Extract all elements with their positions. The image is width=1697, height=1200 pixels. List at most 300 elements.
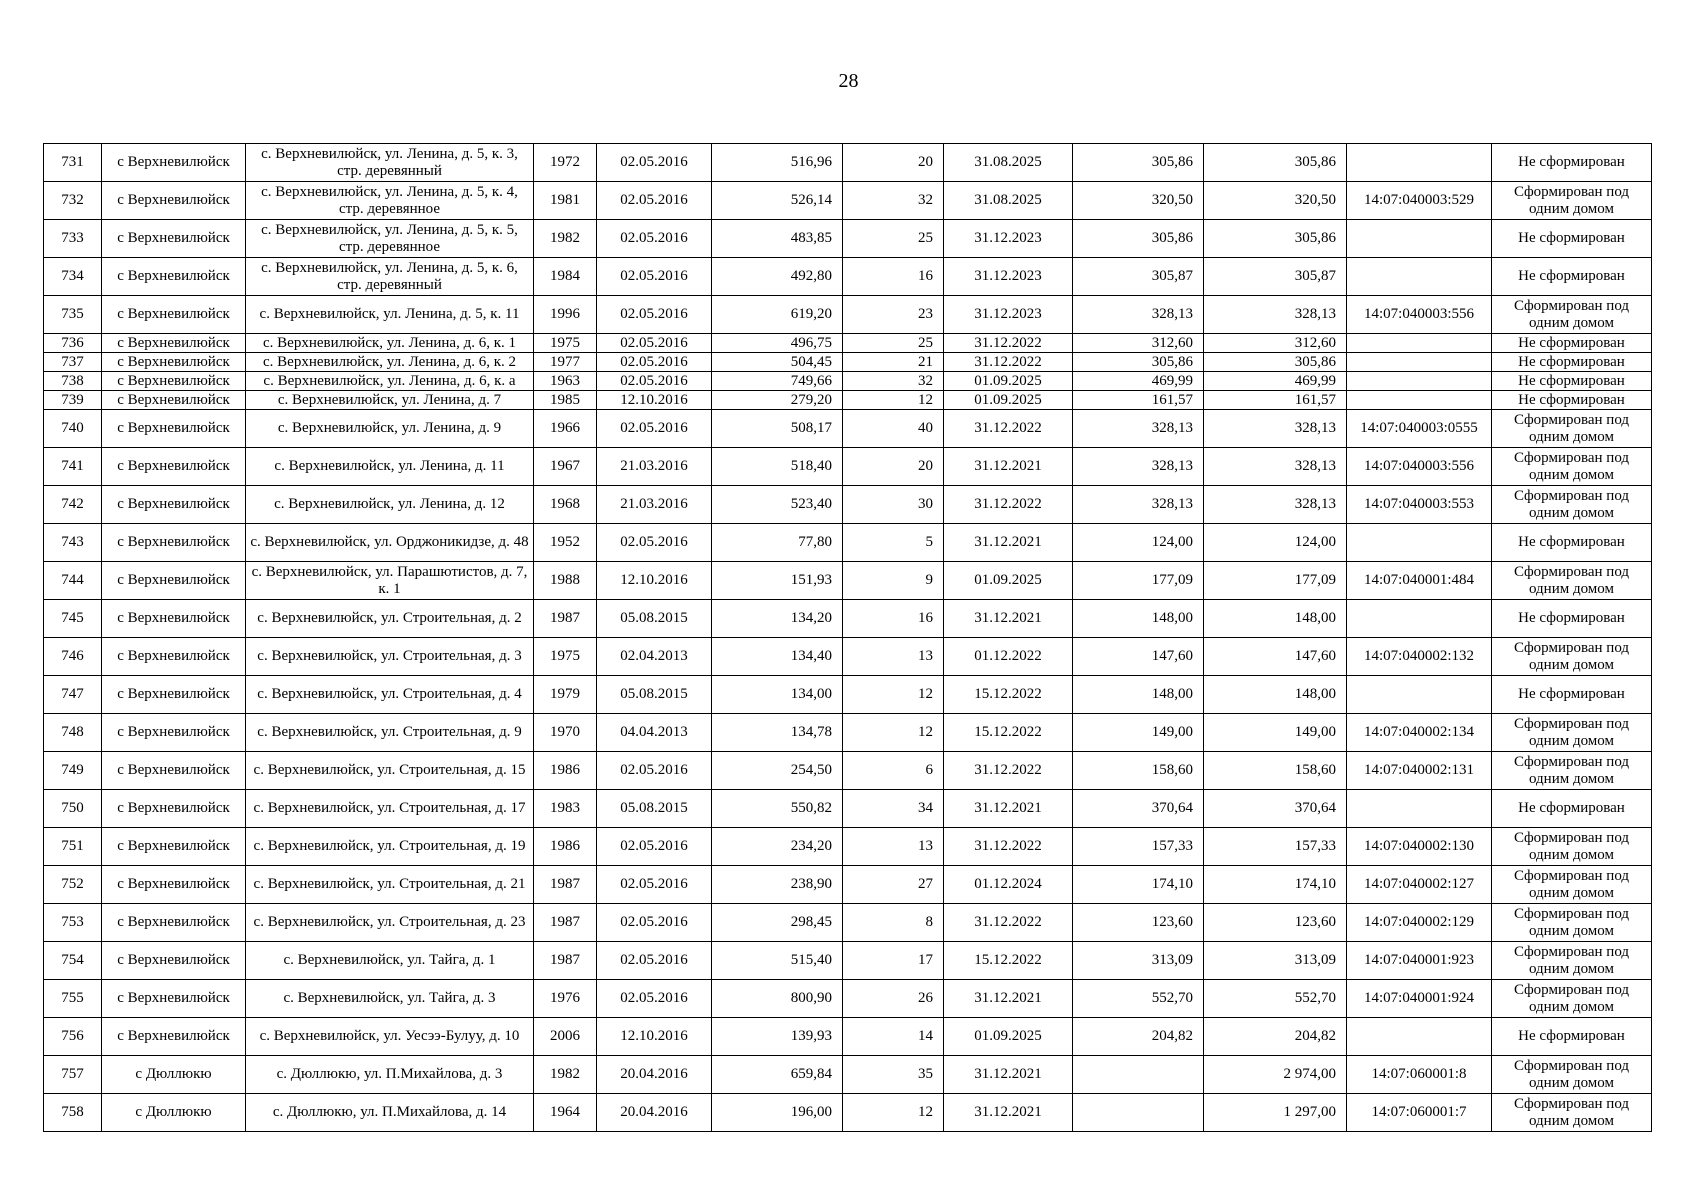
deadline-date-cell: 31.12.2022 [944, 486, 1073, 524]
cadastral-number-cell [1347, 600, 1492, 638]
inspection-date-cell: 02.05.2016 [597, 258, 712, 296]
cadastral-number-cell: 14:07:040003:529 [1347, 182, 1492, 220]
registry-body [44, 144, 1652, 1132]
address-cell: с. Верхневилюйск, ул. Ленина, д. 12 [246, 486, 534, 524]
land-plot-status-cell: Сформирован под одним домом [1492, 904, 1652, 942]
row-number-cell: 747 [44, 676, 102, 714]
row-number-cell: 753 [44, 904, 102, 942]
value-1-cell: 328,13 [1073, 448, 1204, 486]
area-cell: 523,40 [712, 486, 843, 524]
resident-count-cell: 25 [843, 334, 944, 353]
value-1-cell: 313,09 [1073, 942, 1204, 980]
address-cell: с. Верхневилюйск, ул. Строительная, д. 9 [246, 714, 534, 752]
cadastral-number-cell: 14:07:040002:131 [1347, 752, 1492, 790]
address-cell: с. Верхневилюйск, ул. Ленина, д. 5, к. 3, стр. деревянный [246, 144, 534, 182]
build-year-cell: 1976 [534, 980, 597, 1018]
value-2-cell: 123,60 [1204, 904, 1347, 942]
inspection-date-cell: 02.05.2016 [597, 334, 712, 353]
inspection-date-cell: 12.10.2016 [597, 391, 712, 410]
resident-count-cell: 30 [843, 486, 944, 524]
deadline-date-cell: 31.12.2021 [944, 600, 1073, 638]
row-number-cell: 739 [44, 391, 102, 410]
value-1-cell: 305,87 [1073, 258, 1204, 296]
inspection-date-cell: 02.05.2016 [597, 410, 712, 448]
area-cell: 134,00 [712, 676, 843, 714]
resident-count-cell: 12 [843, 391, 944, 410]
table-row [44, 486, 1652, 524]
deadline-date-cell: 01.09.2025 [944, 391, 1073, 410]
resident-count-cell: 23 [843, 296, 944, 334]
deadline-date-cell: 31.12.2021 [944, 524, 1073, 562]
settlement-cell: с Дюллюкю [102, 1056, 246, 1094]
settlement-cell: с Верхневилюйск [102, 486, 246, 524]
area-cell: 526,14 [712, 182, 843, 220]
table-row [44, 144, 1652, 182]
value-2-cell: 158,60 [1204, 752, 1347, 790]
settlement-cell: с Верхневилюйск [102, 524, 246, 562]
cadastral-number-cell: 14:07:040001:924 [1347, 980, 1492, 1018]
build-year-cell: 1986 [534, 828, 597, 866]
cadastral-number-cell [1347, 1018, 1492, 1056]
inspection-date-cell: 02.05.2016 [597, 182, 712, 220]
row-number-cell: 751 [44, 828, 102, 866]
deadline-date-cell: 31.12.2021 [944, 1056, 1073, 1094]
table-row [44, 562, 1652, 600]
area-cell: 234,20 [712, 828, 843, 866]
address-cell: с. Дюллюкю, ул. П.Михайлова, д. 3 [246, 1056, 534, 1094]
land-plot-status-cell: Не сформирован [1492, 524, 1652, 562]
value-1-cell: 328,13 [1073, 410, 1204, 448]
cadastral-number-cell: 14:07:040003:556 [1347, 448, 1492, 486]
build-year-cell: 1963 [534, 372, 597, 391]
resident-count-cell: 12 [843, 714, 944, 752]
address-cell: с. Верхневилюйск, ул. Ленина, д. 7 [246, 391, 534, 410]
deadline-date-cell: 31.08.2025 [944, 182, 1073, 220]
land-plot-status-cell: Не сформирован [1492, 391, 1652, 410]
resident-count-cell: 32 [843, 372, 944, 391]
area-cell: 515,40 [712, 942, 843, 980]
land-plot-status-cell: Сформирован под одним домом [1492, 752, 1652, 790]
settlement-cell: с Верхневилюйск [102, 714, 246, 752]
table-row [44, 410, 1652, 448]
row-number-cell: 755 [44, 980, 102, 1018]
address-cell: с. Верхневилюйск, ул. Ленина, д. 9 [246, 410, 534, 448]
resident-count-cell: 20 [843, 144, 944, 182]
value-1-cell: 147,60 [1073, 638, 1204, 676]
deadline-date-cell: 31.12.2022 [944, 828, 1073, 866]
deadline-date-cell: 31.12.2023 [944, 258, 1073, 296]
table-row [44, 828, 1652, 866]
settlement-cell: с Верхневилюйск [102, 942, 246, 980]
land-plot-status-cell: Сформирован под одним домом [1492, 296, 1652, 334]
land-plot-status-cell: Сформирован под одним домом [1492, 638, 1652, 676]
land-plot-status-cell: Не сформирован [1492, 220, 1652, 258]
table-row [44, 353, 1652, 372]
deadline-date-cell: 31.12.2021 [944, 448, 1073, 486]
area-cell: 134,78 [712, 714, 843, 752]
address-cell: с. Верхневилюйск, ул. Строительная, д. 4 [246, 676, 534, 714]
value-2-cell: 149,00 [1204, 714, 1347, 752]
table-row [44, 600, 1652, 638]
deadline-date-cell: 31.12.2022 [944, 752, 1073, 790]
inspection-date-cell: 21.03.2016 [597, 486, 712, 524]
cadastral-number-cell [1347, 220, 1492, 258]
cadastral-number-cell: 14:07:040001:484 [1347, 562, 1492, 600]
inspection-date-cell: 02.05.2016 [597, 828, 712, 866]
address-cell: с. Верхневилюйск, ул. Строительная, д. 3 [246, 638, 534, 676]
inspection-date-cell: 04.04.2013 [597, 714, 712, 752]
deadline-date-cell: 31.12.2022 [944, 904, 1073, 942]
build-year-cell: 1967 [534, 448, 597, 486]
cadastral-number-cell [1347, 334, 1492, 353]
table-row [44, 676, 1652, 714]
cadastral-number-cell: 14:07:040002:127 [1347, 866, 1492, 904]
row-number-cell: 731 [44, 144, 102, 182]
deadline-date-cell: 31.12.2021 [944, 1094, 1073, 1132]
address-cell: с. Верхневилюйск, ул. Парашютистов, д. 7, к. 1 [246, 562, 534, 600]
value-1-cell: 148,00 [1073, 600, 1204, 638]
value-2-cell: 148,00 [1204, 676, 1347, 714]
row-number-cell: 748 [44, 714, 102, 752]
cadastral-number-cell: 14:07:040002:132 [1347, 638, 1492, 676]
settlement-cell: с Верхневилюйск [102, 790, 246, 828]
inspection-date-cell: 12.10.2016 [597, 1018, 712, 1056]
resident-count-cell: 25 [843, 220, 944, 258]
settlement-cell: с Верхневилюйск [102, 904, 246, 942]
table-row [44, 638, 1652, 676]
resident-count-cell: 35 [843, 1056, 944, 1094]
cadastral-number-cell [1347, 391, 1492, 410]
settlement-cell: с Верхневилюйск [102, 391, 246, 410]
value-1-cell: 158,60 [1073, 752, 1204, 790]
cadastral-number-cell [1347, 353, 1492, 372]
cadastral-number-cell [1347, 676, 1492, 714]
row-number-cell: 732 [44, 182, 102, 220]
row-number-cell: 734 [44, 258, 102, 296]
deadline-date-cell: 31.08.2025 [944, 144, 1073, 182]
cadastral-number-cell: 14:07:040003:553 [1347, 486, 1492, 524]
value-1-cell: 320,50 [1073, 182, 1204, 220]
value-1-cell: 123,60 [1073, 904, 1204, 942]
cadastral-number-cell [1347, 372, 1492, 391]
address-cell: с. Верхневилюйск, ул. Ленина, д. 6, к. 1 [246, 334, 534, 353]
settlement-cell: с Верхневилюйск [102, 866, 246, 904]
build-year-cell: 2006 [534, 1018, 597, 1056]
deadline-date-cell: 01.09.2025 [944, 372, 1073, 391]
build-year-cell: 1968 [534, 486, 597, 524]
inspection-date-cell: 02.05.2016 [597, 980, 712, 1018]
cadastral-number-cell [1347, 144, 1492, 182]
table-row [44, 942, 1652, 980]
address-cell: с. Дюллюкю, ул. П.Михайлова, д. 14 [246, 1094, 534, 1132]
area-cell: 659,84 [712, 1056, 843, 1094]
value-1-cell [1073, 1056, 1204, 1094]
value-2-cell: 552,70 [1204, 980, 1347, 1018]
deadline-date-cell: 15.12.2022 [944, 714, 1073, 752]
resident-count-cell: 34 [843, 790, 944, 828]
area-cell: 139,93 [712, 1018, 843, 1056]
land-plot-status-cell: Сформирован под одним домом [1492, 448, 1652, 486]
settlement-cell: с Верхневилюйск [102, 334, 246, 353]
cadastral-number-cell: 14:07:060001:7 [1347, 1094, 1492, 1132]
value-1-cell: 161,57 [1073, 391, 1204, 410]
table-row [44, 182, 1652, 220]
address-cell: с. Верхневилюйск, ул. Тайга, д. 3 [246, 980, 534, 1018]
inspection-date-cell: 02.04.2013 [597, 638, 712, 676]
settlement-cell: с Верхневилюйск [102, 296, 246, 334]
table-row [44, 866, 1652, 904]
settlement-cell: с Верхневилюйск [102, 258, 246, 296]
area-cell: 619,20 [712, 296, 843, 334]
land-plot-status-cell: Сформирован под одним домом [1492, 1094, 1652, 1132]
area-cell: 518,40 [712, 448, 843, 486]
settlement-cell: с Верхневилюйск [102, 980, 246, 1018]
row-number-cell: 752 [44, 866, 102, 904]
table-row [44, 296, 1652, 334]
row-number-cell: 754 [44, 942, 102, 980]
address-cell: с. Верхневилюйск, ул. Ленина, д. 5, к. 5, стр. деревянное [246, 220, 534, 258]
row-number-cell: 746 [44, 638, 102, 676]
area-cell: 749,66 [712, 372, 843, 391]
deadline-date-cell: 15.12.2022 [944, 942, 1073, 980]
land-plot-status-cell: Сформирован под одним домом [1492, 980, 1652, 1018]
build-year-cell: 1984 [534, 258, 597, 296]
deadline-date-cell: 01.12.2024 [944, 866, 1073, 904]
value-1-cell: 328,13 [1073, 486, 1204, 524]
cadastral-number-cell: 14:07:040002:130 [1347, 828, 1492, 866]
land-plot-status-cell: Не сформирован [1492, 258, 1652, 296]
area-cell: 279,20 [712, 391, 843, 410]
value-1-cell: 305,86 [1073, 353, 1204, 372]
address-cell: с. Верхневилюйск, ул. Ленина, д. 5, к. 4, стр. деревянное [246, 182, 534, 220]
value-2-cell: 1 297,00 [1204, 1094, 1347, 1132]
inspection-date-cell: 02.05.2016 [597, 144, 712, 182]
table-row [44, 714, 1652, 752]
row-number-cell: 745 [44, 600, 102, 638]
row-number-cell: 742 [44, 486, 102, 524]
value-1-cell: 149,00 [1073, 714, 1204, 752]
value-1-cell: 174,10 [1073, 866, 1204, 904]
value-2-cell: 328,13 [1204, 296, 1347, 334]
resident-count-cell: 8 [843, 904, 944, 942]
cadastral-number-cell: 14:07:060001:8 [1347, 1056, 1492, 1094]
land-plot-status-cell: Сформирован под одним домом [1492, 562, 1652, 600]
area-cell: 298,45 [712, 904, 843, 942]
value-1-cell: 305,86 [1073, 220, 1204, 258]
address-cell: с. Верхневилюйск, ул. Строительная, д. 19 [246, 828, 534, 866]
inspection-date-cell: 02.05.2016 [597, 296, 712, 334]
cadastral-number-cell [1347, 524, 1492, 562]
value-2-cell: 328,13 [1204, 410, 1347, 448]
settlement-cell: с Верхневилюйск [102, 182, 246, 220]
value-2-cell: 469,99 [1204, 372, 1347, 391]
inspection-date-cell: 05.08.2015 [597, 790, 712, 828]
resident-count-cell: 32 [843, 182, 944, 220]
resident-count-cell: 5 [843, 524, 944, 562]
deadline-date-cell: 31.12.2023 [944, 296, 1073, 334]
inspection-date-cell: 21.03.2016 [597, 448, 712, 486]
resident-count-cell: 12 [843, 1094, 944, 1132]
deadline-date-cell: 31.12.2022 [944, 353, 1073, 372]
deadline-date-cell: 31.12.2021 [944, 790, 1073, 828]
value-2-cell: 305,86 [1204, 144, 1347, 182]
value-1-cell: 157,33 [1073, 828, 1204, 866]
page-number: 28 [838, 70, 859, 92]
land-plot-status-cell: Сформирован под одним домом [1492, 486, 1652, 524]
table-row [44, 1056, 1652, 1094]
row-number-cell: 740 [44, 410, 102, 448]
area-cell: 254,50 [712, 752, 843, 790]
address-cell: с. Верхневилюйск, ул. Ленина, д. 6, к. а [246, 372, 534, 391]
row-number-cell: 749 [44, 752, 102, 790]
build-year-cell: 1987 [534, 942, 597, 980]
build-year-cell: 1987 [534, 600, 597, 638]
address-cell: с. Верхневилюйск, ул. Строительная, д. 2 [246, 600, 534, 638]
area-cell: 504,45 [712, 353, 843, 372]
row-number-cell: 741 [44, 448, 102, 486]
build-year-cell: 1985 [534, 391, 597, 410]
area-cell: 134,40 [712, 638, 843, 676]
build-year-cell: 1982 [534, 220, 597, 258]
deadline-date-cell: 31.12.2021 [944, 980, 1073, 1018]
row-number-cell: 738 [44, 372, 102, 391]
deadline-date-cell: 01.12.2022 [944, 638, 1073, 676]
deadline-date-cell: 31.12.2023 [944, 220, 1073, 258]
build-year-cell: 1975 [534, 638, 597, 676]
row-number-cell: 756 [44, 1018, 102, 1056]
area-cell: 492,80 [712, 258, 843, 296]
cadastral-number-cell: 14:07:040001:923 [1347, 942, 1492, 980]
table-row [44, 372, 1652, 391]
land-plot-status-cell: Не сформирован [1492, 372, 1652, 391]
cadastral-number-cell [1347, 258, 1492, 296]
row-number-cell: 757 [44, 1056, 102, 1094]
value-2-cell: 204,82 [1204, 1018, 1347, 1056]
build-year-cell: 1986 [534, 752, 597, 790]
inspection-date-cell: 02.05.2016 [597, 220, 712, 258]
resident-count-cell: 16 [843, 600, 944, 638]
table-row [44, 334, 1652, 353]
value-2-cell: 328,13 [1204, 448, 1347, 486]
land-plot-status-cell: Сформирован под одним домом [1492, 942, 1652, 980]
area-cell: 800,90 [712, 980, 843, 1018]
value-2-cell: 312,60 [1204, 334, 1347, 353]
settlement-cell: с Верхневилюйск [102, 220, 246, 258]
row-number-cell: 743 [44, 524, 102, 562]
value-2-cell: 157,33 [1204, 828, 1347, 866]
deadline-date-cell: 31.12.2022 [944, 334, 1073, 353]
table-row [44, 752, 1652, 790]
value-2-cell: 305,86 [1204, 353, 1347, 372]
land-plot-status-cell: Сформирован под одним домом [1492, 182, 1652, 220]
resident-count-cell: 13 [843, 828, 944, 866]
value-1-cell: 328,13 [1073, 296, 1204, 334]
inspection-date-cell: 02.05.2016 [597, 372, 712, 391]
address-cell: с. Верхневилюйск, ул. Ленина, д. 11 [246, 448, 534, 486]
build-year-cell: 1964 [534, 1094, 597, 1132]
resident-count-cell: 27 [843, 866, 944, 904]
row-number-cell: 758 [44, 1094, 102, 1132]
resident-count-cell: 21 [843, 353, 944, 372]
settlement-cell: с Верхневилюйск [102, 828, 246, 866]
land-plot-status-cell: Не сформирован [1492, 676, 1652, 714]
inspection-date-cell: 02.05.2016 [597, 942, 712, 980]
resident-count-cell: 13 [843, 638, 944, 676]
inspection-date-cell: 02.05.2016 [597, 866, 712, 904]
table-row [44, 980, 1652, 1018]
row-number-cell: 744 [44, 562, 102, 600]
value-2-cell: 305,86 [1204, 220, 1347, 258]
settlement-cell: с Верхневилюйск [102, 410, 246, 448]
value-1-cell: 177,09 [1073, 562, 1204, 600]
value-1-cell: 469,99 [1073, 372, 1204, 391]
value-1-cell: 312,60 [1073, 334, 1204, 353]
build-year-cell: 1987 [534, 904, 597, 942]
cadastral-number-cell: 14:07:040002:129 [1347, 904, 1492, 942]
land-plot-status-cell: Не сформирован [1492, 334, 1652, 353]
inspection-date-cell: 02.05.2016 [597, 524, 712, 562]
land-plot-status-cell: Не сформирован [1492, 353, 1652, 372]
build-year-cell: 1972 [534, 144, 597, 182]
cadastral-number-cell: 14:07:040002:134 [1347, 714, 1492, 752]
resident-count-cell: 20 [843, 448, 944, 486]
value-1-cell: 305,86 [1073, 144, 1204, 182]
inspection-date-cell: 05.08.2015 [597, 676, 712, 714]
value-2-cell: 328,13 [1204, 486, 1347, 524]
inspection-date-cell: 05.08.2015 [597, 600, 712, 638]
cadastral-number-cell [1347, 790, 1492, 828]
address-cell: с. Верхневилюйск, ул. Строительная, д. 21 [246, 866, 534, 904]
value-2-cell: 174,10 [1204, 866, 1347, 904]
table-row [44, 448, 1652, 486]
settlement-cell: с Дюллюкю [102, 1094, 246, 1132]
table-row [44, 524, 1652, 562]
settlement-cell: с Верхневилюйск [102, 448, 246, 486]
inspection-date-cell: 02.05.2016 [597, 353, 712, 372]
area-cell: 151,93 [712, 562, 843, 600]
row-number-cell: 733 [44, 220, 102, 258]
build-year-cell: 1982 [534, 1056, 597, 1094]
build-year-cell: 1975 [534, 334, 597, 353]
land-plot-status-cell: Сформирован под одним домом [1492, 410, 1652, 448]
build-year-cell: 1981 [534, 182, 597, 220]
value-2-cell: 313,09 [1204, 942, 1347, 980]
deadline-date-cell: 01.09.2025 [944, 562, 1073, 600]
area-cell: 496,75 [712, 334, 843, 353]
resident-count-cell: 26 [843, 980, 944, 1018]
table-row [44, 220, 1652, 258]
area-cell: 238,90 [712, 866, 843, 904]
build-year-cell: 1970 [534, 714, 597, 752]
build-year-cell: 1996 [534, 296, 597, 334]
value-1-cell: 148,00 [1073, 676, 1204, 714]
cadastral-number-cell: 14:07:040003:0555 [1347, 410, 1492, 448]
area-cell: 550,82 [712, 790, 843, 828]
inspection-date-cell: 20.04.2016 [597, 1094, 712, 1132]
land-plot-status-cell: Сформирован под одним домом [1492, 714, 1652, 752]
build-year-cell: 1966 [534, 410, 597, 448]
row-number-cell: 737 [44, 353, 102, 372]
table-row [44, 1018, 1652, 1056]
table-row [44, 1094, 1652, 1132]
settlement-cell: с Верхневилюйск [102, 600, 246, 638]
value-2-cell: 320,50 [1204, 182, 1347, 220]
row-number-cell: 735 [44, 296, 102, 334]
land-plot-status-cell: Сформирован под одним домом [1492, 828, 1652, 866]
settlement-cell: с Верхневилюйск [102, 638, 246, 676]
build-year-cell: 1987 [534, 866, 597, 904]
address-cell: с. Верхневилюйск, ул. Тайга, д. 1 [246, 942, 534, 980]
